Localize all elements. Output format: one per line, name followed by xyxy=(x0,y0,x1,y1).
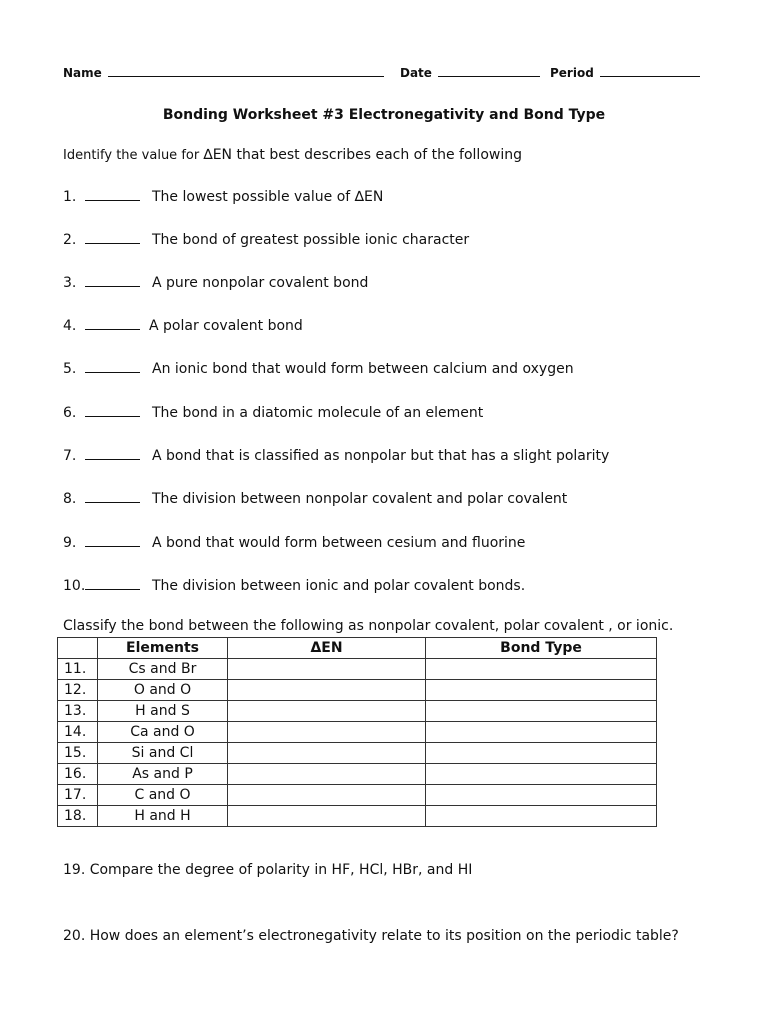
question-number: 7. xyxy=(63,448,77,464)
question-number: 9. xyxy=(63,535,77,551)
header-elements: Elements xyxy=(98,638,228,659)
bond-type-cell[interactable] xyxy=(426,743,657,764)
row-elements: O and O xyxy=(98,680,228,701)
row-number: 16. xyxy=(58,764,98,785)
row-elements: C and O xyxy=(98,785,228,806)
table-row xyxy=(58,806,657,827)
period-blank[interactable] xyxy=(600,66,700,77)
question-19: 19. Compare the degree of polarity in HF, HCl, HBr, and HI xyxy=(63,862,473,878)
question-number: 5. xyxy=(63,361,77,377)
header-number xyxy=(58,638,98,659)
answer-blank[interactable] xyxy=(85,577,140,590)
row-elements: Cs and Br xyxy=(98,659,228,680)
table-row xyxy=(58,764,657,785)
question-text: The division between ionic and polar covalent bonds. xyxy=(152,578,526,594)
question-item xyxy=(63,447,609,464)
row-number: 18. xyxy=(58,806,98,827)
delta-en-cell[interactable] xyxy=(228,722,426,743)
delta-en-cell[interactable] xyxy=(228,764,426,785)
question-number: 1. xyxy=(63,189,77,205)
question-text: A bond that would form between cesium and fluorine xyxy=(152,535,526,551)
bond-type-cell[interactable] xyxy=(426,680,657,701)
row-elements: As and P xyxy=(98,764,228,785)
answer-blank[interactable] xyxy=(85,490,140,503)
delta-en-cell[interactable] xyxy=(228,743,426,764)
answer-blank[interactable] xyxy=(85,534,140,547)
instructions-prefix: Identify the value for xyxy=(63,148,204,163)
question-text: The bond in a diatomic molecule of an element xyxy=(152,405,484,421)
question-item xyxy=(63,188,383,205)
table-row xyxy=(58,743,657,764)
row-elements: H and H xyxy=(98,806,228,827)
table-row xyxy=(58,701,657,722)
answer-blank[interactable] xyxy=(85,360,140,373)
question-text: A polar covalent bond xyxy=(149,318,303,334)
classify-instruction: Classify the bond between the following as nonpolar covalent, polar covalent , or ionic. xyxy=(63,618,674,634)
question-item xyxy=(63,317,303,334)
question-number: 8. xyxy=(63,491,77,507)
bond-type-cell[interactable] xyxy=(426,701,657,722)
row-number: 17. xyxy=(58,785,98,806)
answer-blank[interactable] xyxy=(85,274,140,287)
name-blank[interactable] xyxy=(108,66,384,77)
question-text: The division between nonpolar covalent and polar covalent xyxy=(152,491,568,507)
question-number: 6. xyxy=(63,405,77,421)
question-item xyxy=(63,360,574,377)
question-item xyxy=(63,274,368,291)
answer-blank[interactable] xyxy=(85,447,140,460)
name-label: Name xyxy=(63,66,102,80)
name-field xyxy=(63,66,384,80)
delta-en-cell[interactable] xyxy=(228,680,426,701)
date-field xyxy=(400,66,540,80)
delta-en-symbol: ∆EN xyxy=(203,147,233,163)
date-blank[interactable] xyxy=(438,66,540,77)
period-label: Period xyxy=(550,66,594,80)
question-text: A bond that is classified as nonpolar but that has a slight polarity xyxy=(152,448,610,464)
table-row xyxy=(58,722,657,743)
question-item xyxy=(63,534,525,551)
question-number: 4. xyxy=(63,318,77,334)
question-text: The bond of greatest possible ionic character xyxy=(152,232,470,248)
delta-en-cell[interactable] xyxy=(228,785,426,806)
question-text: A pure nonpolar covalent bond xyxy=(152,275,369,291)
table-header-row xyxy=(58,638,657,659)
answer-blank[interactable] xyxy=(85,188,140,201)
question-number: 10. xyxy=(63,578,86,594)
row-elements: H and S xyxy=(98,701,228,722)
row-number: 13. xyxy=(58,701,98,722)
table-row xyxy=(58,659,657,680)
answer-blank[interactable] xyxy=(85,317,140,330)
instructions-suffix: that best describes each of the following xyxy=(232,147,522,163)
header-bond-type: Bond Type xyxy=(426,638,657,659)
question-number: 2. xyxy=(63,232,77,248)
header-delta-en: ΔEN xyxy=(228,638,426,659)
row-number: 15. xyxy=(58,743,98,764)
table-row xyxy=(58,680,657,701)
delta-en-cell[interactable] xyxy=(228,659,426,680)
instructions xyxy=(63,147,522,163)
row-number: 14. xyxy=(58,722,98,743)
date-label: Date xyxy=(400,66,432,80)
question-item xyxy=(63,490,567,507)
period-field xyxy=(550,66,700,80)
row-number: 11. xyxy=(58,659,98,680)
table-row xyxy=(58,785,657,806)
question-text: An ionic bond that would form between calcium and oxygen xyxy=(152,361,574,377)
bond-type-cell[interactable] xyxy=(426,806,657,827)
answer-blank[interactable] xyxy=(85,404,140,417)
question-20: 20. How does an element’s electronegativity relate to its position on the periodic table? xyxy=(63,928,679,944)
delta-en-cell[interactable] xyxy=(228,806,426,827)
delta-en-cell[interactable] xyxy=(228,701,426,722)
bond-type-cell[interactable] xyxy=(426,722,657,743)
bond-type-cell[interactable] xyxy=(426,659,657,680)
bond-type-cell[interactable] xyxy=(426,785,657,806)
row-elements: Si and Cl xyxy=(98,743,228,764)
bond-type-cell[interactable] xyxy=(426,764,657,785)
row-elements: Ca and O xyxy=(98,722,228,743)
worksheet-title: Bonding Worksheet #3 Electronegativity and Bond Type xyxy=(162,107,606,123)
question-item xyxy=(63,231,469,248)
bond-table xyxy=(57,637,657,827)
question-item xyxy=(63,404,483,421)
row-number: 12. xyxy=(58,680,98,701)
question-text: The lowest possible value of ∆EN xyxy=(152,189,384,205)
answer-blank[interactable] xyxy=(85,231,140,244)
question-item xyxy=(63,577,525,594)
question-number: 3. xyxy=(63,275,77,291)
